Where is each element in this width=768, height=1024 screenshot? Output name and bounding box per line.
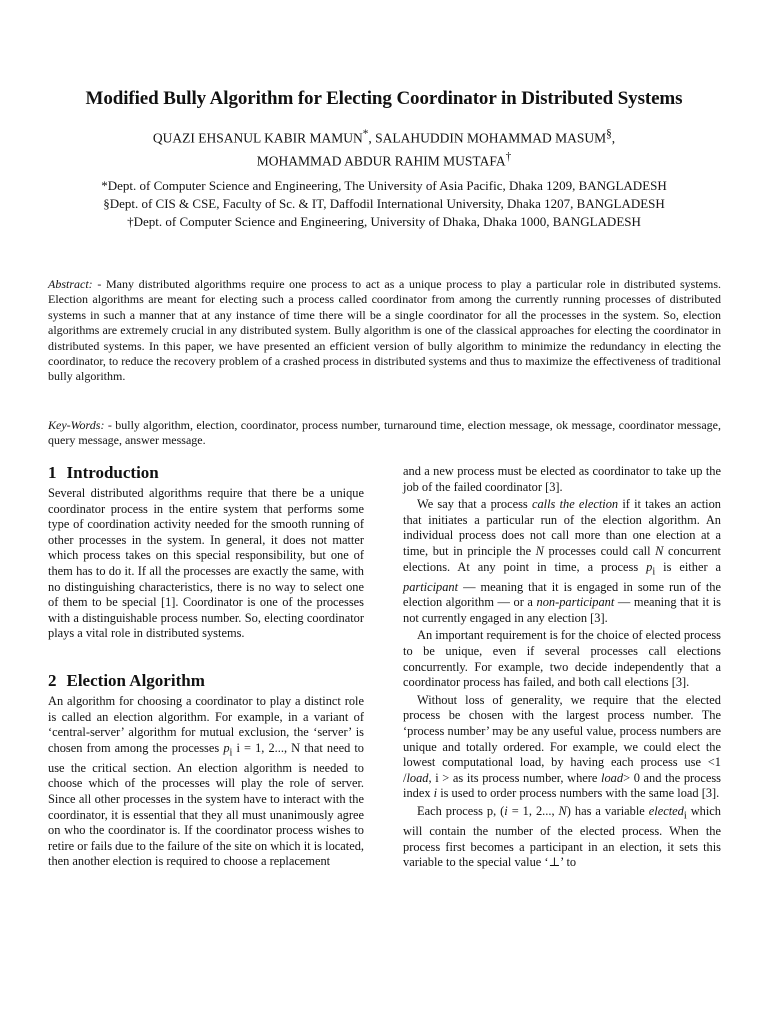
text-run: , i > as its process number, where xyxy=(428,770,602,785)
section-number: 2 xyxy=(48,670,57,690)
math-var: N xyxy=(535,543,544,558)
affiliation-mark: † xyxy=(505,150,512,163)
emphasis: participant xyxy=(403,579,459,594)
text-run: if it takes an action that initiates a particular run of the election algorithm. An individual process does not call more than one election at a time, but in principle the xyxy=(403,497,722,558)
abstract-label: Abstract: xyxy=(48,277,93,291)
author-name: MOHAMMAD ABDUR RAHIM MUSTAFA xyxy=(256,153,506,168)
section-heading xyxy=(48,670,364,692)
author-name: SALAHUDDIN MOHAMMAD MASUM xyxy=(375,130,607,146)
text-run: > 0 and the process index xyxy=(403,770,722,801)
math-var: p xyxy=(223,740,230,755)
affiliation-mark: § xyxy=(606,128,612,140)
text-run: We say that a process xyxy=(417,497,532,512)
section-heading xyxy=(48,462,364,484)
text-run: Each process p, ( xyxy=(417,803,505,818)
left-column xyxy=(48,462,364,870)
keywords xyxy=(48,418,721,449)
section-title: Introduction xyxy=(66,463,159,482)
text-run: Without loss of generality, we require that the elected process be chosen with the largest process number. The ‘process number’ may be any useful value, process numbers are unique and totally ordered. For example, we could elect the lowest computational load, by having each process use <1 / xyxy=(403,692,721,785)
emphasis: calls the election xyxy=(531,497,619,512)
text-run: is used to order process numbers with the same load [3]. xyxy=(437,786,720,801)
text-run: — meaning that it is engaged in some run of the election algorithm — or a xyxy=(403,579,721,610)
text-run: is either a xyxy=(655,559,722,574)
math-sub: i xyxy=(229,747,233,759)
math-var: load xyxy=(601,770,624,785)
text-run: An algorithm for choosing a coordinator to play a distinct role is called an election algorithm. For example, in a variant of ‘central-server’ algorithm for mutual exclusion, the ‘server’ is chosen from among the processes xyxy=(48,693,364,755)
text-run: concurrent elections. At any point in time, a process xyxy=(403,543,721,574)
affiliation-line: *Dept. of Computer Science and Engineering, The University of Asia Pacific, Dhaka 1209, BANGLADESH xyxy=(101,178,667,193)
math-var: i xyxy=(433,786,438,801)
paragraph xyxy=(48,694,364,870)
math-var: elected xyxy=(648,803,684,818)
affiliation-line: §Dept. of CIS & CSE, Faculty of Sc. & IT, Daffodil International University, Dhaka 1207, BANGLADESH xyxy=(103,196,665,211)
section-title: Election Algorithm xyxy=(66,670,205,690)
keywords-text: - bully algorithm, election, coordinator, process number, turnaround time, election message, ok message, coordinator message, query message, answer message. xyxy=(48,418,722,448)
math-var: N xyxy=(655,543,664,558)
text-run: — meaning that it is not currently engaged in any election [3]. xyxy=(403,595,721,625)
keywords-label: Key-Words: xyxy=(48,418,105,432)
paragraph: and a new process must be elected as coordinator to take up the job of the failed coordinator [3]. xyxy=(403,464,721,494)
affiliation-line: †Dept. of Computer Science and Engineering, University of Dhaka, Dhaka 1000, BANGLADESH xyxy=(127,214,641,229)
author-list: QUAZI EHSANUL KABIR MAMUN*, SALAHUDDIN MOHAMMAD MASUM§, MOHAMMAD ABDUR RAHIM MUSTAFA† xyxy=(152,128,616,168)
paragraph xyxy=(403,804,721,871)
math-sub: i xyxy=(683,810,687,822)
math-var: load xyxy=(406,770,429,785)
text-run: = 1, 2..., xyxy=(507,803,559,818)
math-var: i xyxy=(504,803,508,818)
paragraph xyxy=(403,693,721,802)
text-run: processes could call xyxy=(543,543,656,558)
math-var: N xyxy=(558,803,567,818)
affiliation-mark: * xyxy=(362,128,369,140)
paragraph: An important requirement is for the choice of elected process to be unique, even if several processes call elections concurrently. For example, two decide independently that a coordinator process has failed, and both call elections [3]. xyxy=(403,628,721,690)
math-var: p xyxy=(646,559,653,574)
paragraph xyxy=(403,497,721,626)
math-sub: i xyxy=(652,566,656,578)
paragraph: Several distributed algorithms require that there be a unique coordinator process in the entire system that performs some type of coordination activity needed for the smooth running of other processes in the system. In general, it does not matter which process takes on this special responsibility, but one of them has to do it. If all the processes are exactly the same, with no distinguishing characteristics, there is no way to select one of them to be special [1]. Coordinator is one of the processes with a distinguishable process number. So, electing coordinator plays a vital role in distributed systems. xyxy=(48,486,364,641)
text-run: i = 1, 2..., N that need to use the critical section. An election algorithm is needed to choose which of the processes will play the role of server. Since all other processes in the system have to interact with the coordinator, it is essential that they all must unanimously agree on who the coordinator is. If the coordinator process wishes to retire or fails due to the failure of the site on which it is located, then another election is required to choose a replacement xyxy=(48,740,364,869)
right-column xyxy=(403,464,721,871)
abstract xyxy=(48,277,721,385)
text-run: ) has a variable xyxy=(566,803,649,818)
author-name: QUAZI EHSANUL KABIR MAMUN xyxy=(152,130,363,146)
abstract-text: - Many distributed algorithms require one process to act as a unique process to play a particular role in distributed systems. Election algorithms are meant for electing such a process called coordinator from among the currently running processes of distributed systems in such a manner that at any instance of time there will be a single coordinator for all the processes in the system. So, election algorithms are extremely crucial in any distributed system. Bully algorithm is one of the classical approaches for electing the coordinator in distributed systems. In this paper, we have presented an efficient version of bully algorithm to minimize the redundancy in electing the coordinator, to reduce the recovery problem of a crashed process in distributed systems and thus to maximize the effectiveness of traditional bully algorithm. xyxy=(48,277,722,384)
emphasis: non-participant xyxy=(536,595,615,610)
affiliation-list xyxy=(0,177,768,231)
section-number: 1 xyxy=(48,463,57,482)
paper-title: Modified Bully Algorithm for Electing Coordinator in Distributed Systems xyxy=(85,88,683,109)
text-run: which will contain the number of the elected process. When the process first becomes a participant in an election, it sets this variable to the special value ‘⊥’ to xyxy=(403,803,721,870)
